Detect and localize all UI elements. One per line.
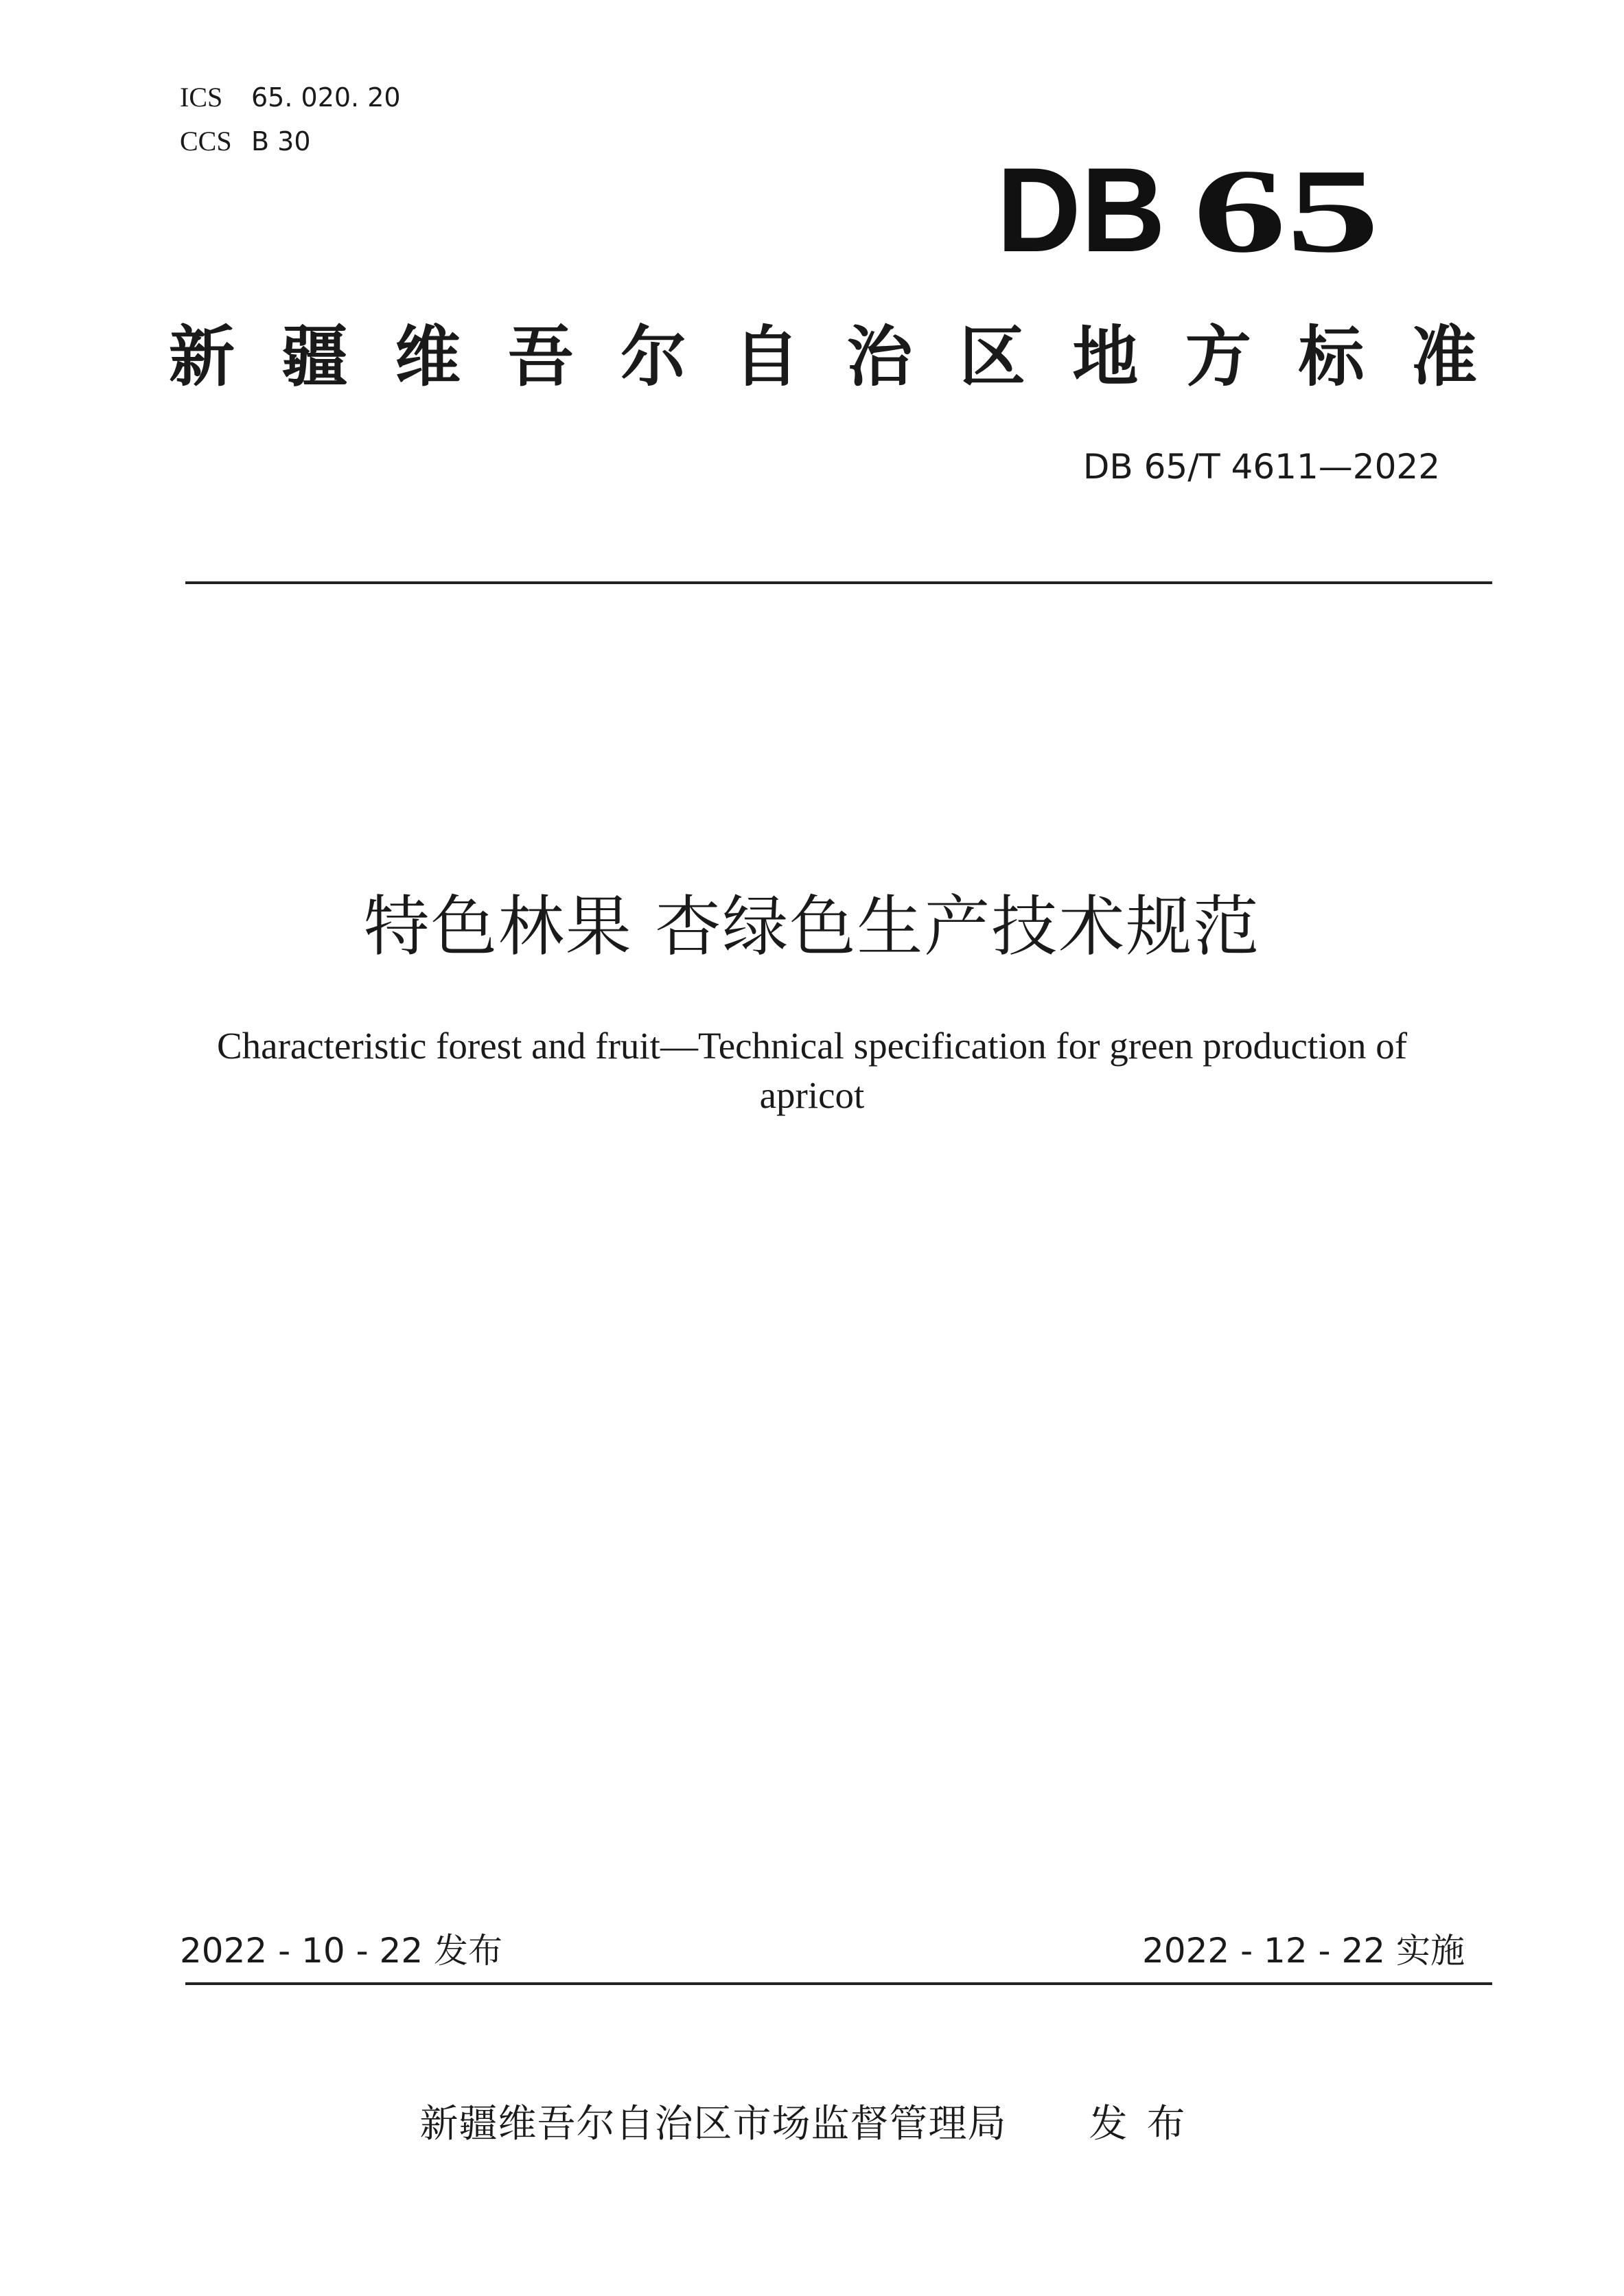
issue-date: 2022 - 10 - 22 发布 <box>180 1931 503 1971</box>
svg-text:DB: DB <box>997 156 1165 259</box>
top-divider <box>185 581 1492 584</box>
ccs-label: CCS <box>180 126 232 156</box>
ics-label: ICS <box>180 82 223 113</box>
publisher-organization: 新疆维吾尔自治区市场监督管理局 <box>419 2102 1007 2146</box>
standard-type-heading: 新 疆 维 吾 尔 自 治 区 地 方 标 准 <box>169 318 1480 395</box>
chinese-title: 特色林果 杏绿色生产技术规范 <box>363 888 1261 965</box>
publisher-action: 发布 <box>1089 2102 1205 2146</box>
bottom-divider <box>185 1982 1492 1985</box>
english-title: Characteristic forest and fruit—Technical specification for green production of apricot <box>216 1025 1408 1116</box>
ics-code: 65. 020. 20 <box>251 82 401 113</box>
standard-number: DB 65/T 4611—2022 <box>1082 447 1440 487</box>
publisher-line <box>0 2100 1624 2148</box>
ccs-code: B 30 <box>251 126 311 156</box>
db65-logo <box>997 156 1381 259</box>
ics-line <box>180 81 401 114</box>
svg-text:65: 65 <box>1193 156 1380 259</box>
implementation-date: 2022 - 12 - 22 实施 <box>1141 1931 1465 1971</box>
ccs-line <box>180 125 311 158</box>
